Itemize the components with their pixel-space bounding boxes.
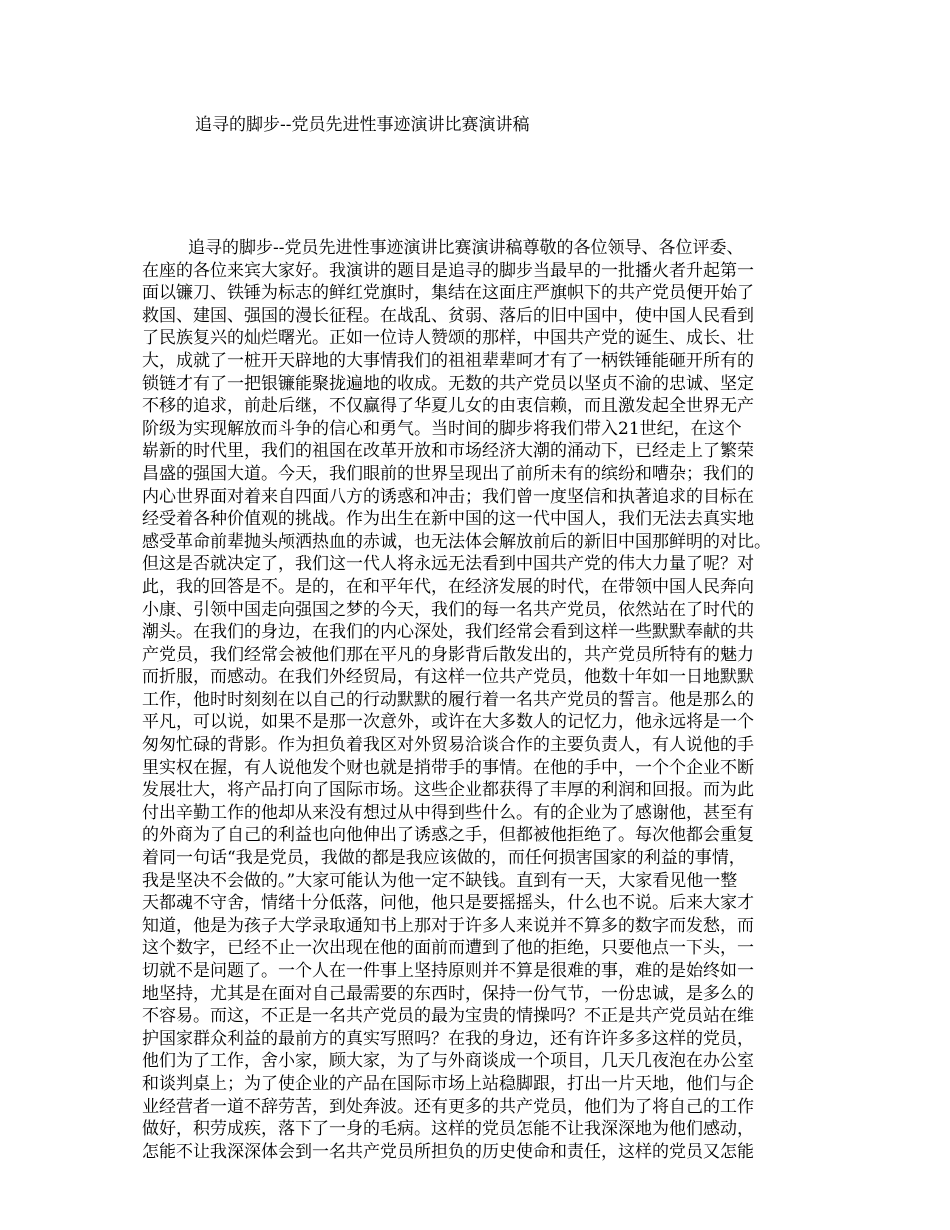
body-line: 内心世界面对着来自四面八方的诱惑和冲击；我们曾一度坚信和执著追求的目标在	[142, 486, 754, 507]
body-line: 阶级为实现解放而斗争的信心和勇气。当时间的脚步将我们带入21世纪，在这个	[142, 418, 742, 439]
body-line: 的外商为了自己的利益也向他伸出了诱惑之手，但都被他拒绝了。每次他都会重复	[142, 825, 754, 846]
body-line: 小康、引领中国走向强国之梦的今天，我们的每一名共产党员，依然站在了时代的	[142, 599, 754, 620]
body-line: 平凡，可以说，如果不是那一次意外，或许在大多数人的记忆力，他永远将是一个	[142, 712, 754, 733]
body-line: 产党员，我们经常会被他们那在平凡的身影背后散发出的，共产党员所特有的魅力	[142, 644, 754, 665]
body-line: 在座的各位来宾大家好。我演讲的题目是追寻的脚步当最早的一批播火者升起第一	[142, 260, 754, 281]
body-line: 感受革命前辈抛头颅洒热血的赤诚，也无法体会解放前后的新旧中国那鲜明的对比。	[142, 531, 771, 552]
body-line: 做好，积劳成疾，落下了一身的毛病。这样的党员怎能不让我深深地为他们感动，	[142, 1119, 754, 1140]
body-line: 崭新的时代里，我们的祖国在改革开放和市场经济大潮的涌动下，已经走上了繁荣	[142, 441, 754, 462]
body-line: 知道，他是为孩子大学录取通知书上那对于许多人来说并不算多的数字而发愁，而	[142, 915, 754, 936]
body-line: 追寻的脚步--党员先进性事迹演讲比赛演讲稿尊敬的各位领导、各位评委、	[188, 238, 744, 258]
body-line: 护国家群众利益的最前方的真实写照吗？在我的身边，还有许许多多这样的党员，	[142, 1028, 754, 1049]
body-line: 怎能不让我深深体会到一名共产党员所担负的历史使命和责任，这样的党员又怎能	[142, 1141, 754, 1162]
body-line: 里实权在握，有人说他发个财也就是捎带手的事情。在他的手中，一个个企业不断	[142, 757, 754, 778]
body-line: 地坚持，尤其是在面对自己最需要的东西时，保持一份气节，一份忠诚，是多么的	[142, 983, 754, 1004]
body-line: 切就不是问题了。一个人在一件事上坚持原则并不算是很难的事，难的是始终如一	[142, 961, 754, 981]
body-line: 此，我的回答是不。是的，在和平年代，在经济发展的时代，在带领中国人民奔向	[142, 576, 754, 597]
body-line: 业经营者一道不辞劳苦，到处奔波。还有更多的共产党员，他们为了将自己的工作	[142, 1096, 754, 1117]
body-line: 付出辛勤工作的他却从来没有想过从中得到些什么。有的企业为了感谢他，甚至有	[142, 802, 754, 823]
body-line: 发展壮大，将产品打向了国际市场。这些企业都获得了丰厚的利润和回报。而为此	[142, 780, 754, 801]
body-line: 匆匆忙碌的背影。作为担负着我区对外贸易洽谈合作的主要负责人，有人说他的手	[142, 735, 754, 756]
body-line: 大，成就了一桩开天辟地的大事情我们的祖祖辈辈呵才有了一柄铁锤能砸开所有的	[142, 350, 754, 371]
body-line: 而折服，而感动。在我们外经贸局，有这样一位共产党员，他数十年如一日地默默	[142, 667, 754, 688]
document-body	[142, 237, 812, 1163]
body-line: 面以镰刀、铁锤为标志的鲜红党旗时，集结在这面庄严旗帜下的共产党员便开始了	[142, 283, 754, 304]
body-line: 他们为了工作，舍小家，顾大家，为了与外商谈成一个项目，几天几夜泡在办公室	[142, 1051, 754, 1072]
body-line: 经受着各种价值观的挑战。作为出生在新中国的这一代中国人，我们无法去真实地	[142, 509, 754, 530]
body-line: 锁链才有了一把银镰能聚拢遍地的收成。无数的共产党员以坚贞不渝的忠诚、坚定	[142, 373, 754, 394]
document-title: 追寻的脚步--党员先进性事迹演讲比赛演讲稿	[195, 115, 530, 135]
body-line: 我是坚决不会做的。”大家可能认为他一定不缺钱。直到有一天，大家看见他一整	[142, 870, 738, 891]
body-line: 不移的追求，前赴后继，不仅赢得了华夏儿女的由衷信赖，而且激发起全世界无产	[142, 396, 754, 417]
body-line: 潮头。在我们的身边，在我们的内心深处，我们经常会看到这样一些默默奉献的共	[142, 622, 754, 643]
body-line: 这个数字，已经不止一次出现在他的面前而遭到了他的拒绝，只要他点一下头，一	[142, 938, 754, 959]
body-line: 救国、建国、强国的漫长征程。在战乱、贫弱、落后的旧中国中，使中国人民看到	[142, 305, 754, 326]
body-line: 和谈判桌上；为了使企业的产品在国际市场上站稳脚跟，打出一片天地，他们与企	[142, 1073, 754, 1094]
body-line: 工作，他时时刻刻在以自己的行动默默的履行着一名共产党员的誓言。他是那么的	[142, 689, 754, 710]
body-line: 不容易。而这，不正是一名共产党员的最为宝贵的情操吗？不正是共产党员站在维	[142, 1006, 754, 1027]
body-line: 着同一句话“我是党员，我做的都是我应该做的，而任何损害国家的利益的事情，	[142, 848, 746, 869]
body-line: 但这是否就决定了，我们这一代人将永远无法看到中国共产党的伟大力量了呢？对	[142, 554, 754, 575]
body-line: 昌盛的强国大道。今天，我们眼前的世界呈现出了前所未有的缤纷和嘈杂；我们的	[142, 463, 754, 484]
body-line: 了民族复兴的灿烂曙光。正如一位诗人赞颂的那样，中国共产党的诞生、成长、壮	[142, 328, 754, 349]
body-line: 天都魂不守舍，情绪十分低落，问他，他只是要摇摇头，什么也不说。后来大家才	[142, 893, 754, 914]
